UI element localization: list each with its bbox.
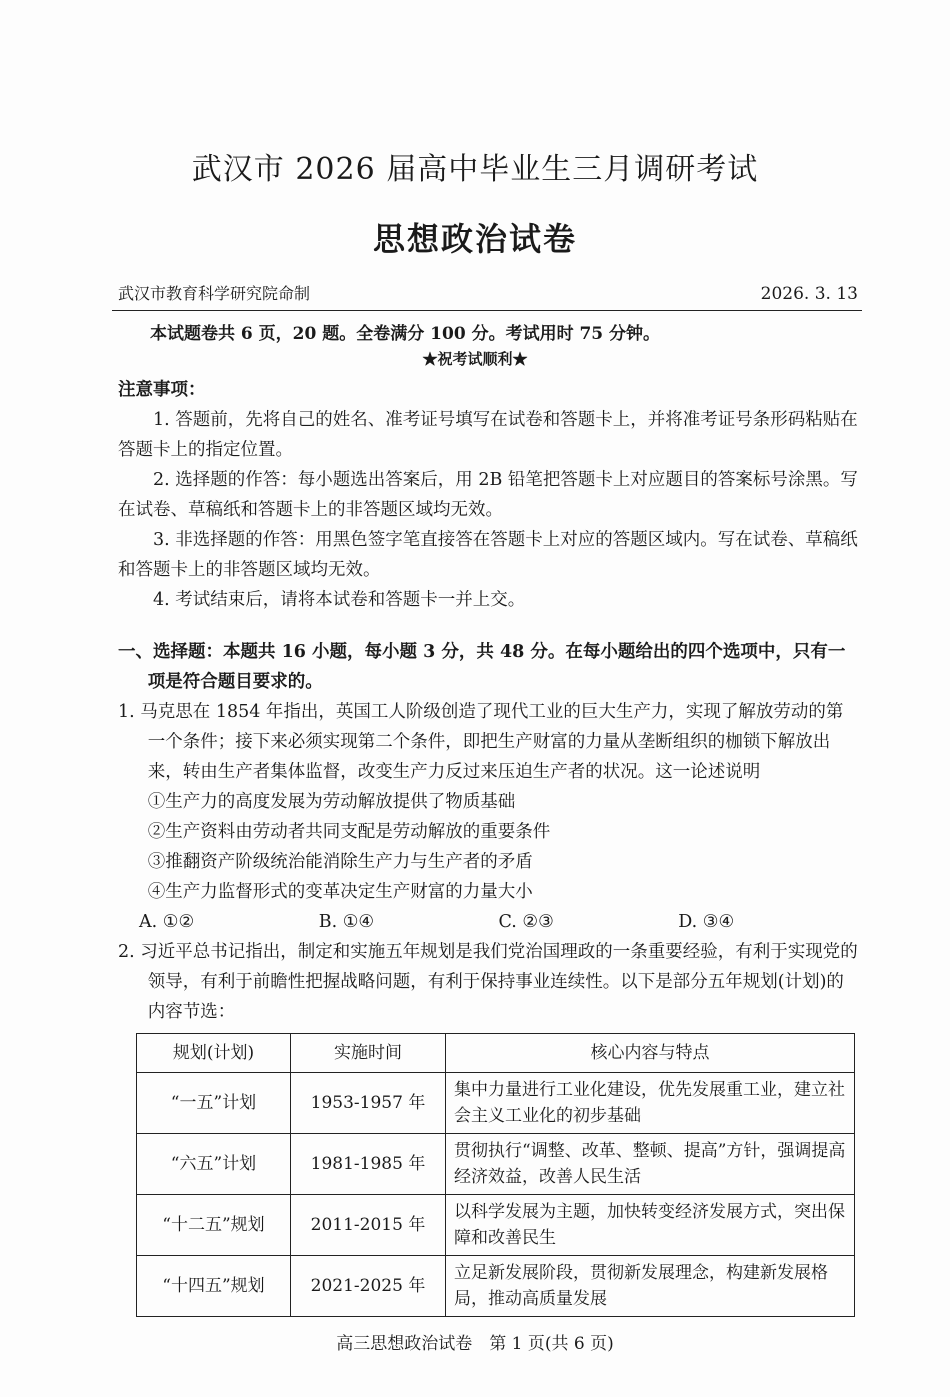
section-heading: 一、选择题：本题共 16 小题，每小题 3 分，共 48 分。在每小题给出的四个选项中，只有一项是符合题目要求的。 — [118, 642, 846, 692]
section-choice — [118, 637, 858, 1027]
option-c: C. ②③ — [498, 912, 554, 932]
table-row — [137, 1256, 855, 1317]
table-header: 规划(计划) — [137, 1034, 291, 1073]
statement: ②生产资料由劳动者共同支配是劳动解放的重要条件 — [147, 822, 551, 842]
plan-period: 1953-1957 年 — [291, 1073, 446, 1134]
plan-content: 贯彻执行“调整、改革、整顿、提高”方针，强调提高经济效益，改善人民生活 — [446, 1134, 855, 1195]
option-a: A. ①② — [139, 912, 195, 932]
exam-organizer: 武汉市教育科学研究院命制 — [118, 284, 311, 303]
plan-name: “十四五”规划 — [137, 1256, 291, 1317]
statement: ④生产力监督形式的变革决定生产财富的力量大小 — [147, 882, 533, 902]
statement: ③推翻资产阶级统治能消除生产力与生产者的矛盾 — [147, 852, 533, 872]
exam-date: 2026. 3. 13 — [760, 284, 858, 304]
page-footer: 高三思想政治试卷 第 1 页(共 6 页) — [336, 1334, 614, 1354]
exam-info: 本试题卷共 6 页，20 题。全卷满分 100 分。考试用时 75 分钟。 — [150, 324, 661, 344]
notes-section — [118, 375, 858, 615]
question-1-stem: 1. 马克思在 1854 年指出，英国工人阶级创造了现代工业的巨大生产力，实现了解放劳动的第一个条件；接下来必须实现第二个条件，即把生产财富的力量从垄断组织的枷锁下解放出来，转由生产者集体监督，改变生产力反过来压迫生产者的状况。这一论述说明 — [118, 702, 844, 782]
five-year-plan-table — [136, 1033, 855, 1317]
table-header-row — [137, 1034, 855, 1073]
plan-period: 1981-1985 年 — [291, 1134, 446, 1195]
question-1-options — [118, 907, 858, 937]
plan-period: 2021-2025 年 — [291, 1256, 446, 1317]
table-row — [137, 1195, 855, 1256]
plan-period: 2011-2015 年 — [291, 1195, 446, 1256]
note-item: 1. 答题前，先将自己的姓名、准考证号填写在试卷和答题卡上，并将准考证号条形码粘贴在答题卡上的指定位置。 — [118, 410, 858, 460]
plan-name: “一五”计划 — [137, 1073, 291, 1134]
notes-heading: 注意事项： — [118, 380, 206, 400]
exam-subject: 思想政治试卷 — [372, 220, 577, 258]
header-meta-row — [118, 282, 858, 306]
note-item: 4. 考试结束后，请将本试卷和答题卡一并上交。 — [153, 590, 526, 610]
header-divider — [112, 310, 862, 311]
plan-content: 立足新发展阶段，贯彻新发展理念，构建新发展格局，推动高质量发展 — [446, 1256, 855, 1317]
note-item: 3. 非选择题的作答：用黑色签字笔直接答在答题卡上对应的答题区域内。写在试卷、草稿纸和答题卡上的非答题区域均无效。 — [118, 530, 858, 580]
plan-content: 集中力量进行工业化建设，优先发展重工业，建立社会主义工业化的初步基础 — [446, 1073, 855, 1134]
plan-name: “十二五”规划 — [137, 1195, 291, 1256]
statement: ①生产力的高度发展为劳动解放提供了物质基础 — [147, 792, 516, 812]
option-d: D. ③④ — [678, 912, 735, 932]
plan-name: “六五”计划 — [137, 1134, 291, 1195]
table-row — [137, 1073, 855, 1134]
exam-title: 武汉市 2026 届高中毕业生三月调研考试 — [191, 152, 759, 187]
option-b: B. ①④ — [318, 912, 375, 932]
plan-content: 以科学发展为主题，加快转变经济发展方式，突出保障和改善民生 — [446, 1195, 855, 1256]
note-item: 2. 选择题的作答：每小题选出答案后，用 2B 铅笔把答题卡上对应题目的答案标号涂黑。写在试卷、草稿纸和答题卡上的非答题区域均无效。 — [118, 470, 858, 520]
table-header: 核心内容与特点 — [446, 1034, 855, 1073]
table-header: 实施时间 — [291, 1034, 446, 1073]
good-luck-banner: ★祝考试顺利★ — [422, 350, 528, 368]
question-2-stem: 2. 习近平总书记指出，制定和实施五年规划是我们党治国理政的一条重要经验，有利于实现党的领导，有利于前瞻性把握战略问题，有利于保持事业连续性。以下是部分五年规划(计划)的内容节选： — [118, 942, 858, 1022]
table-row — [137, 1134, 855, 1195]
